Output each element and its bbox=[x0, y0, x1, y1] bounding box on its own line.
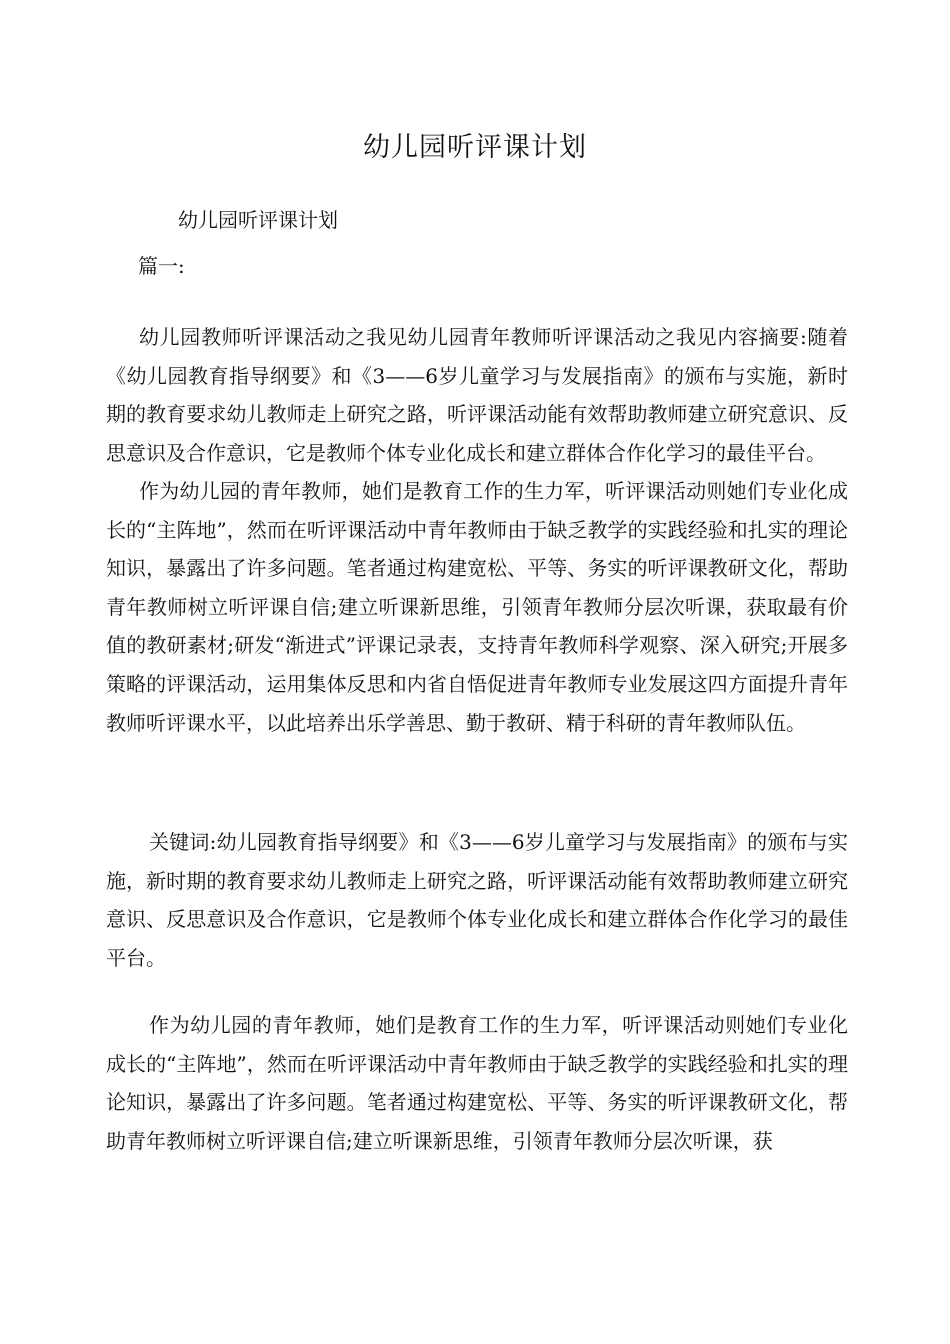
document-title: 幼儿园听评课计划 bbox=[363, 132, 587, 163]
section-label: 篇一: bbox=[138, 254, 185, 278]
paragraph-body: 作为幼儿园的青年教师，她们是教育工作的生力军，听评课活动则她们专业化成长的“主阵地”，然而在听评课活动中青年教师由于缺乏教学的实践经验和扎实的理论知识，暴露出了许多问题。笔者通过构建宽松、平等、务实的听评课教研文化，帮助青年教师树立听评课自信;建立听课新思维，引领青年教师分层次听课，获取最有价值的教研素材;研发“渐进式”评课记录表，支持青年教师科学观察、深入研究;开展多策略的评课活动，运用集体反思和内省自悟促进青年教师专业发展这四方面提升青年教师听评课水平，以此培养出乐学善思、勤于教研、精于科研的青年教师队伍。 bbox=[106, 479, 848, 735]
paragraph-abstract: 幼儿园教师听评课活动之我见幼儿园青年教师听评课活动之我见内容摘要:随着《幼儿园教育指导纲要》和《3——6岁儿童学习与发展指南》的颁布与实施，新时期的教育要求幼儿教师走上研究之路，听评课活动能有效帮助教师建立研究意识、反思意识及合作意识，它是教师个体专业化成长和建立群体合作化学习的最佳平台。 bbox=[106, 325, 848, 465]
paragraph-keywords: 关键词:幼儿园教育指导纲要》和《3——6岁儿童学习与发展指南》的颁布与实施，新时期的教育要求幼儿教师走上研究之路，听评课活动能有效帮助教师建立研究意识、反思意识及合作意识，它是教师个体专业化成长和建立群体合作化学习的最佳平台。 bbox=[106, 830, 848, 970]
paragraph-body-repeat: 作为幼儿园的青年教师，她们是教育工作的生力军，听评课活动则她们专业化成长的“主阵地”，然而在听评课活动中青年教师由于缺乏教学的实践经验和扎实的理论知识，暴露出了许多问题。笔者通过构建宽松、平等、务实的听评课教研文化，帮助青年教师树立听评课自信;建立听课新思维，引领青年教师分层次听课，获 bbox=[106, 1013, 848, 1153]
document-subtitle: 幼儿园听评课计划 bbox=[178, 208, 338, 232]
